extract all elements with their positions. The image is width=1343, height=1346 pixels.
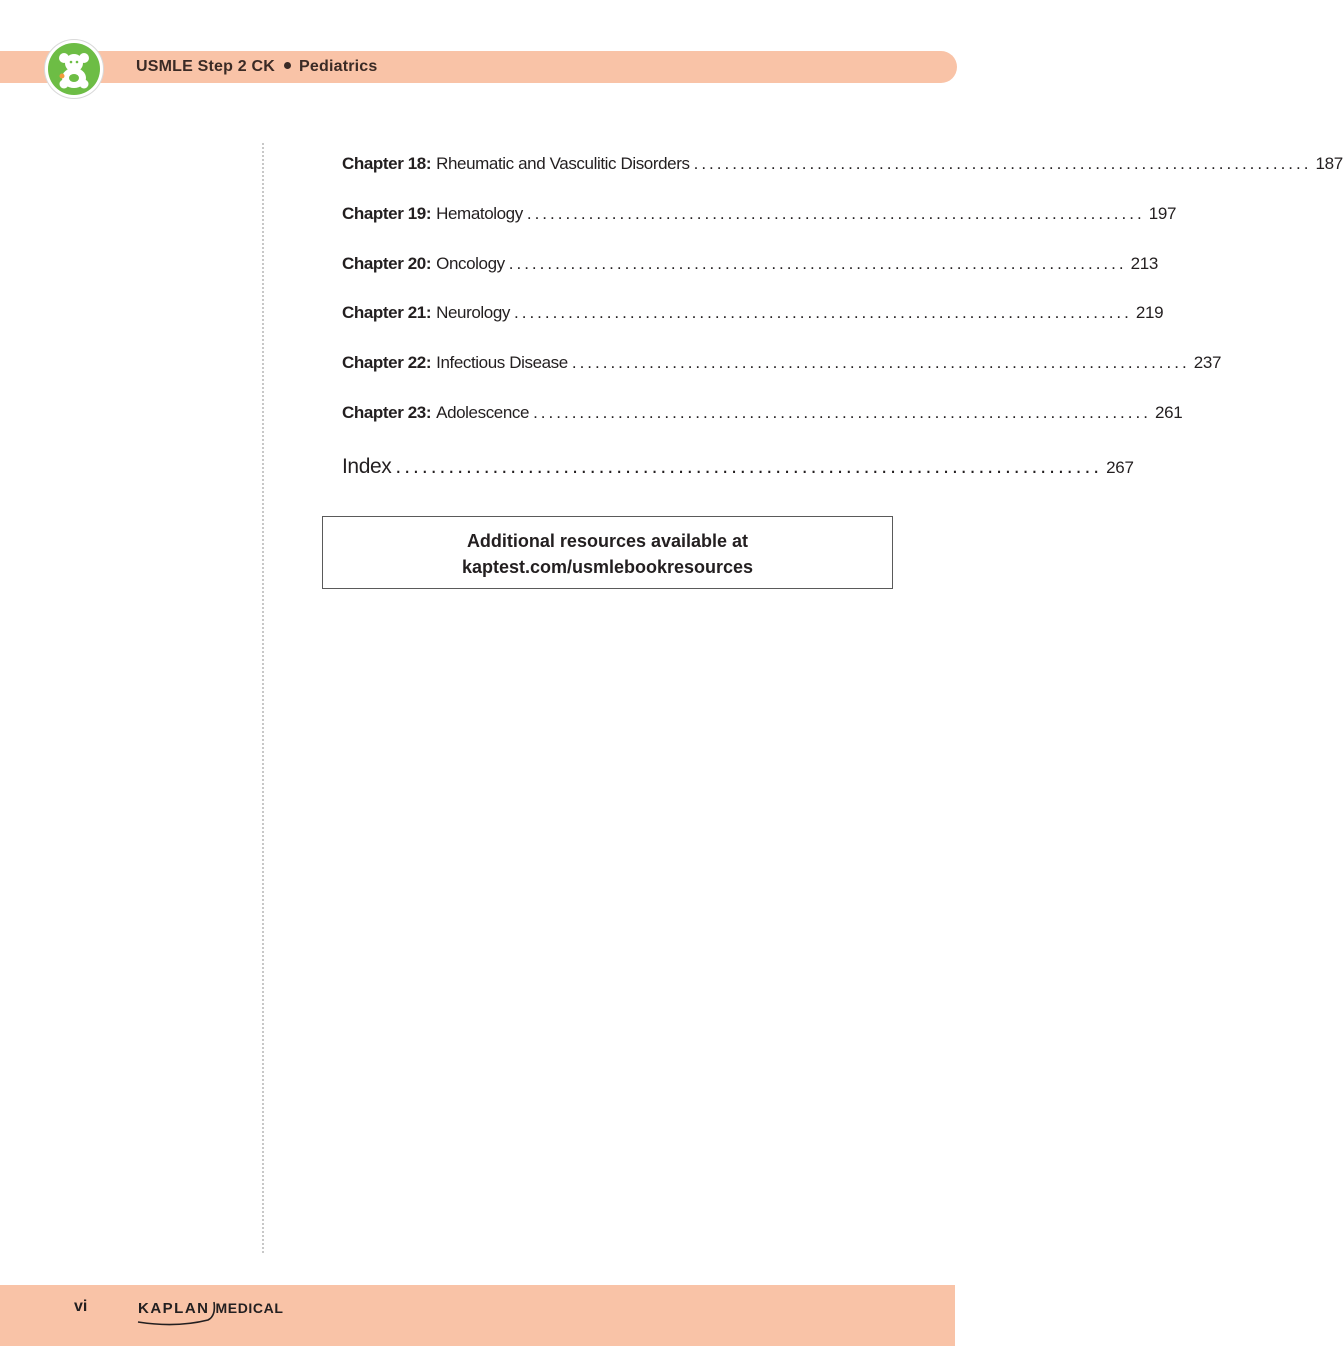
dotted-divider [262,143,264,1253]
toc-entry-chapter-23[interactable] [342,403,1183,427]
page-number: 267 [1106,458,1134,477]
page-number: 261 [1154,403,1183,422]
chapter-title: Hematology [436,204,523,223]
dot-leader: ................................................................................ [395,455,1103,478]
chapter-number: Chapter 18: [342,154,432,173]
toc-entry-chapter-22[interactable] [342,353,1222,377]
running-header [136,58,378,76]
dot-leader: ................................................................................ [693,154,1312,173]
book-title: USMLE Step 2 CK [136,58,276,75]
page-number: 237 [1193,353,1222,372]
chapter-title: Neurology [436,303,511,322]
resources-link[interactable]: kaptest.com/usmlebookresources [461,557,754,577]
teddy-bear-icon [45,40,103,98]
chapter-title: Rheumatic and Vasculitic Disorders [436,154,690,173]
folio: vi [74,1298,88,1315]
brand-name: KAPLAN [138,1300,210,1317]
toc-entry-chapter-18[interactable] [342,154,1343,178]
brand-suffix: MEDICAL [215,1300,284,1316]
dot-leader: ................................................................................ [571,353,1190,372]
toc-entry-chapter-19[interactable] [342,204,1177,228]
dot-leader: ................................................................................ [508,254,1127,273]
chapter-number: Chapter 21: [342,303,432,322]
page-number: 219 [1135,303,1164,322]
chapter-number: Chapter 22: [342,353,432,372]
additional-resources-box [322,516,893,589]
dot-leader: ................................................................................ [514,303,1132,322]
chapter-title: Infectious Disease [436,353,568,372]
chapter-number: Chapter 23: [342,403,432,422]
section-title: Pediatrics [299,58,378,75]
toc-entry-chapter-21[interactable] [342,303,1164,327]
dot-leader: ................................................................................ [533,403,1151,422]
dot-leader: ................................................................................ [526,204,1145,223]
kaplan-medical-logo [138,1300,283,1317]
toc-entry-index[interactable] [342,455,1134,479]
page-number: 213 [1130,254,1159,273]
bullet-separator [284,62,291,69]
chapter-number: Chapter 20: [342,254,432,273]
page-number: 187 [1315,154,1343,173]
index-title: Index [342,455,392,478]
page-number: 197 [1148,204,1177,223]
chapter-title: Oncology [436,254,505,273]
resources-line-1: Additional resources available at [466,531,749,551]
toc-entry-chapter-20[interactable] [342,254,1159,278]
chapter-title: Adolescence [436,403,530,422]
chapter-number: Chapter 19: [342,204,432,223]
